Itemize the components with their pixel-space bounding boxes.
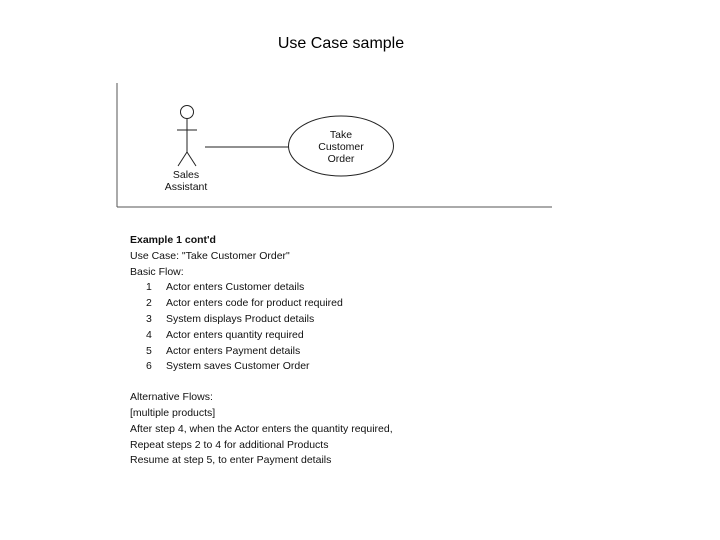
use-case-line-2: Customer — [318, 141, 364, 153]
actor-leg-left — [178, 152, 187, 166]
step-number: 5 — [146, 344, 152, 357]
spec-use-case-line: Use Case: "Take Customer Order" — [130, 249, 290, 262]
flow-step — [130, 344, 550, 360]
step-number: 4 — [146, 328, 152, 341]
slide-title: Use Case sample — [277, 35, 405, 52]
alternative-flows-label: Alternative Flows: — [130, 391, 213, 404]
actor-label-line-1: Sales — [172, 169, 200, 181]
alternative-flow-line: Repeat steps 2 to 4 for additional Products — [130, 438, 329, 451]
use-case-line-3: Order — [327, 153, 355, 165]
use-case-diagram — [0, 0, 720, 230]
alternative-flow-line: After step 4, when the Actor enters the quantity required, — [130, 422, 393, 435]
flow-step — [130, 359, 550, 375]
actor-label-line-2: Assistant — [164, 181, 208, 193]
step-text: Actor enters Payment details — [166, 344, 301, 357]
step-text: System saves Customer Order — [166, 360, 310, 373]
step-number: 6 — [146, 360, 152, 373]
step-text: Actor enters quantity required — [166, 328, 304, 341]
actor-stick-figure — [177, 106, 197, 167]
flow-step — [130, 280, 550, 296]
flow-step — [130, 312, 550, 328]
step-text: Actor enters Customer details — [166, 281, 305, 294]
step-text: Actor enters code for product required — [166, 297, 343, 310]
basic-flow-label: Basic Flow: — [130, 265, 184, 278]
alternative-flow-line: [multiple products] — [130, 406, 216, 419]
alternative-flow-line: Resume at step 5, to enter Payment details — [130, 454, 332, 467]
step-number: 2 — [146, 297, 152, 310]
use-case-specification — [130, 233, 550, 469]
actor-leg-right — [187, 152, 196, 166]
flow-step — [130, 296, 550, 312]
use-case-line-1: Take — [329, 129, 353, 141]
step-number: 3 — [146, 312, 152, 325]
actor-head — [181, 106, 194, 119]
spec-heading: Example 1 cont'd — [130, 234, 216, 246]
section-spacer — [130, 375, 550, 390]
flow-step — [130, 328, 550, 344]
step-number: 1 — [146, 281, 152, 294]
step-text: System displays Product details — [166, 312, 315, 325]
basic-flow-steps — [130, 280, 550, 375]
